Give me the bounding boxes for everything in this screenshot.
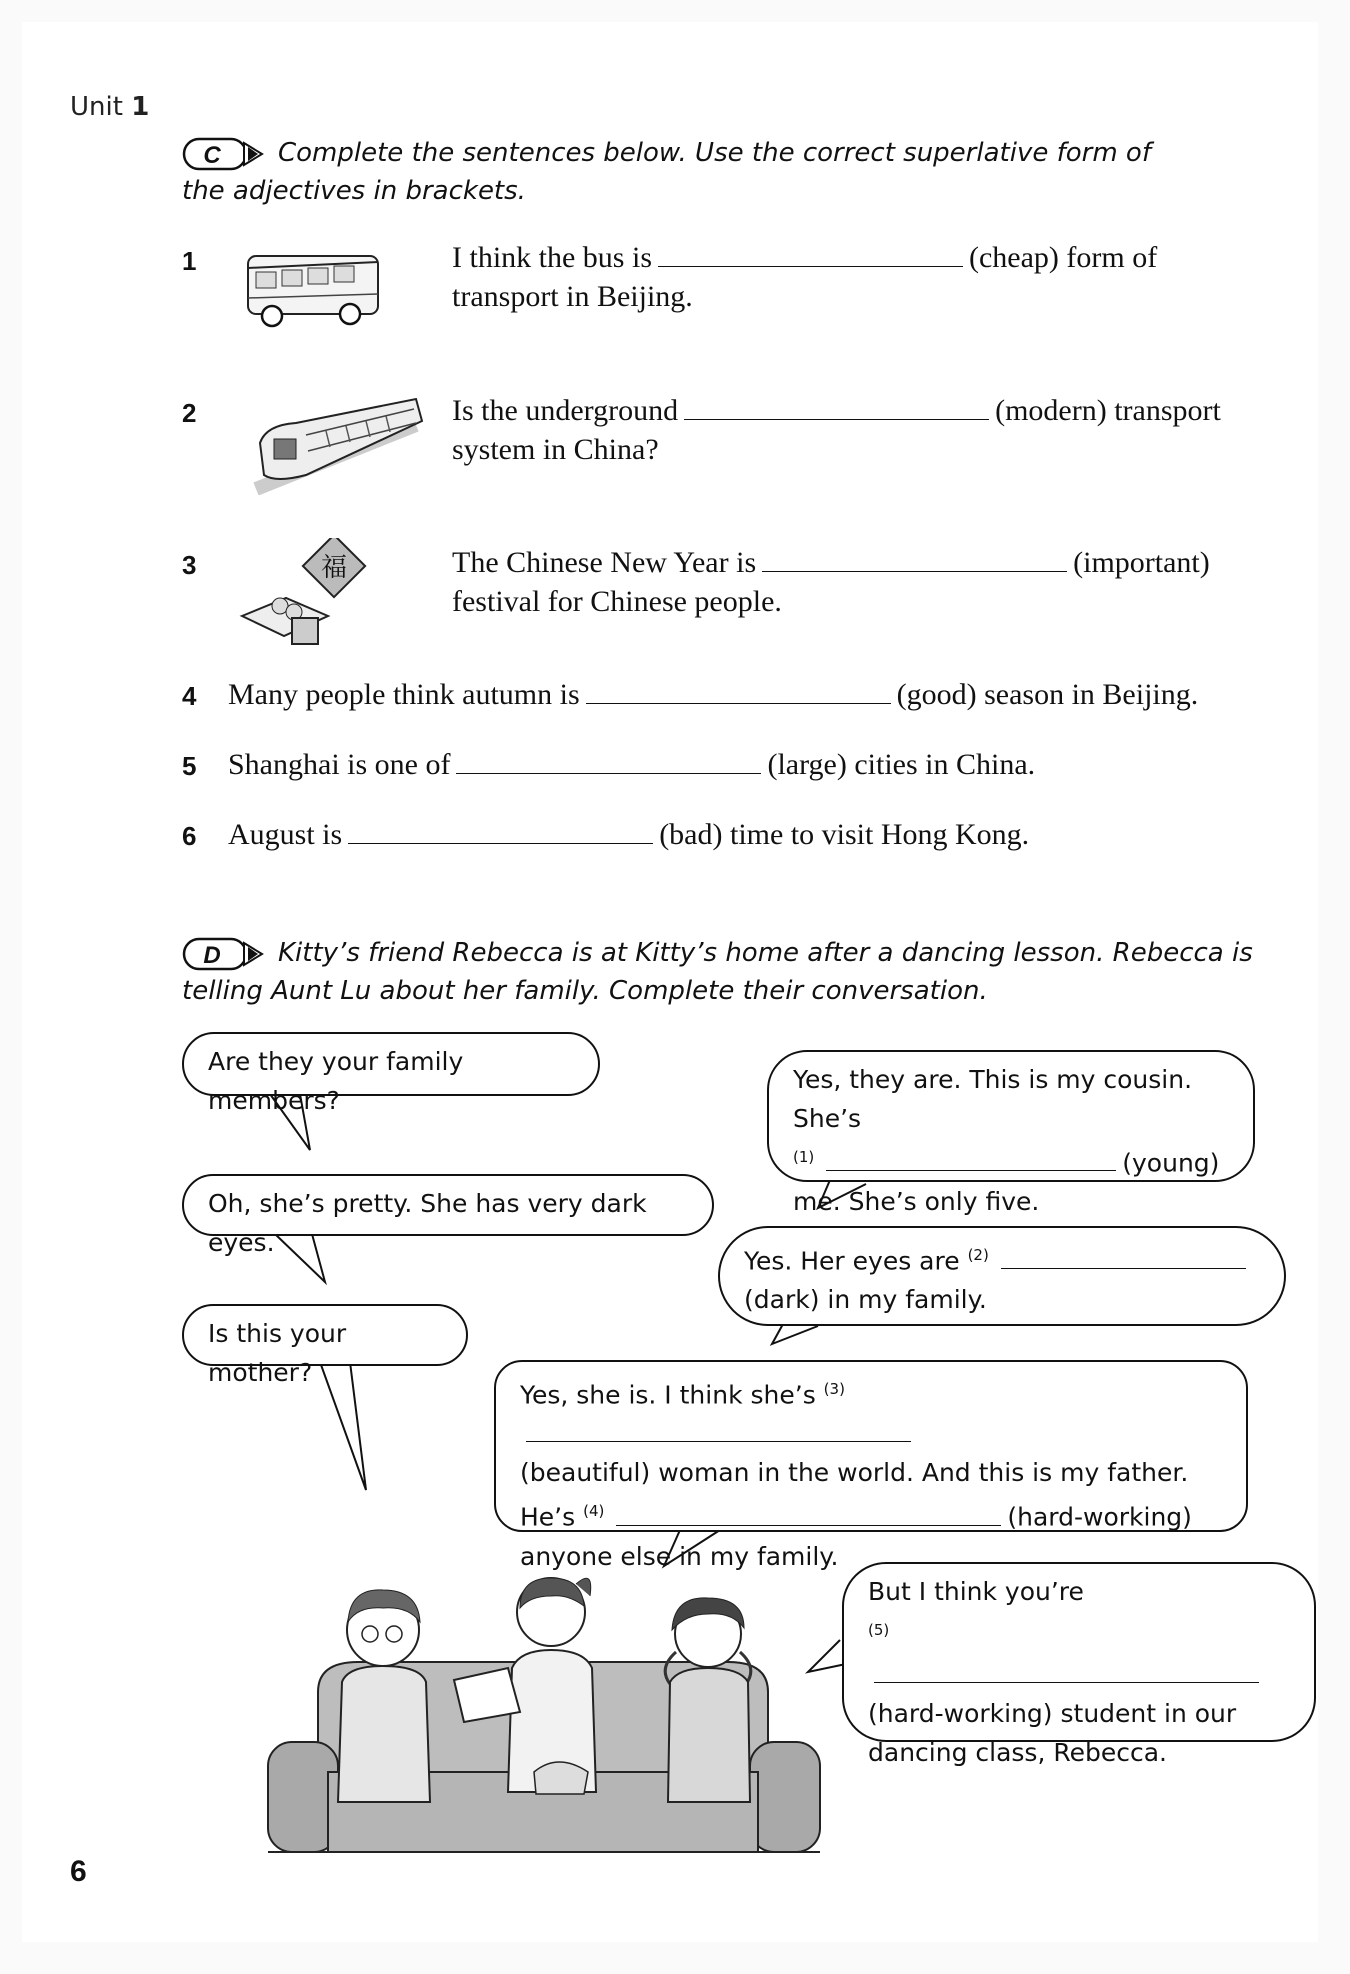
bubble-6-line3a: He’s (520, 1502, 576, 1532)
bubble-4-line2: (dark) in my family. (744, 1285, 987, 1315)
bubble-6-line3b: (hard-working) (1007, 1502, 1192, 1532)
item-2-after: (modern) transport (995, 394, 1221, 427)
bubble-6-line4: anyone else in my family. (520, 1541, 839, 1571)
answer-blank-d1[interactable] (826, 1148, 1116, 1171)
bubble-6-line2: (beautiful) woman in the world. And this is my father. (520, 1458, 1189, 1488)
item-2-line2: system in China? (452, 433, 659, 466)
item-6-before: August is (228, 818, 343, 851)
item-5-after: (large) cities in China. (767, 748, 1036, 781)
unit-number: 1 (131, 92, 150, 122)
item-1-before: I think the bus is (452, 241, 652, 274)
speech-bubble-aunt-4 (842, 1562, 1316, 1768)
speech-bubble-aunt-3 (182, 1304, 468, 1387)
speech-bubble-rebecca-2 (718, 1226, 1286, 1326)
answer-blank-d5[interactable] (874, 1660, 1259, 1683)
item-number: 4 (182, 681, 197, 711)
section-d-badge-letter: D (203, 941, 221, 969)
item-1-line2: transport in Beijing. (452, 280, 693, 313)
blank-ref-1: (1) (793, 1148, 815, 1166)
answer-blank-d4[interactable] (616, 1503, 1001, 1526)
item-number: 3 (182, 550, 197, 580)
blank-ref-5: (5) (868, 1621, 890, 1639)
speech-bubble-aunt-2 (182, 1174, 714, 1257)
bubble-2-after: (young) (1122, 1148, 1220, 1178)
answer-blank-d3[interactable] (526, 1419, 911, 1442)
bubble-7-line4: dancing class, Rebecca. (868, 1738, 1167, 1768)
unit-label: Unit (70, 92, 123, 122)
item-number: 1 (182, 246, 197, 276)
bubble-7-line3: (hard-working) student in our (868, 1699, 1237, 1729)
item-3-after: (important) (1073, 546, 1210, 579)
item-4-after: (good) season in Beijing. (896, 678, 1199, 711)
item-5-before: Shanghai is one of (228, 748, 451, 781)
section-c-instruction-text: Complete the sentences below. Use the correct superlative form of the adjectives in brackets. (182, 138, 1151, 206)
speech-bubble-aunt-1 (182, 1032, 600, 1115)
bubble-7-line1: But I think you’re (868, 1577, 1084, 1606)
bubble-4-line1: Yes. Her eyes are (744, 1246, 960, 1276)
speech-bubble-rebecca-1 (767, 1050, 1255, 1217)
item-3-before: The Chinese New Year is (452, 546, 757, 579)
bubble-5-text: Is this your mother? (208, 1319, 347, 1387)
item-2-before: Is the underground (452, 394, 679, 427)
answer-blank-d2[interactable] (1001, 1246, 1246, 1269)
item-4-before: Many people think autumn is (228, 678, 580, 711)
bubble-2-line1: Yes, they are. This is my cousin. She’s (793, 1065, 1193, 1133)
blank-ref-4: (4) (583, 1502, 605, 1521)
bubble-2-line3: me. She’s only five. (793, 1187, 1040, 1217)
blank-ref-3: (3) (823, 1380, 845, 1398)
bubble-6-line1: Yes, she is. I think she’s (520, 1380, 816, 1410)
sofa-illustration (258, 1572, 830, 1868)
section-d-instruction-line1: Kitty’s friend Rebecca is at Kitty’s home after a dancing lesson. Rebecca is (278, 938, 1253, 968)
item-3-line2: festival for Chinese people. (452, 585, 782, 618)
section-c-badge-letter: C (203, 141, 221, 169)
page-number: 6 (70, 1855, 87, 1888)
item-6-after: (bad) time to visit Hong Kong. (659, 818, 1030, 851)
item-number: 5 (182, 751, 197, 781)
speech-bubble-rebecca-3 (494, 1360, 1248, 1571)
item-number: 6 (182, 821, 197, 851)
blank-ref-2: (2) (967, 1246, 989, 1264)
item-number: 2 (182, 398, 197, 428)
section-d-instruction-line2: telling Aunt Lu about her family. Complete their conversation. (182, 976, 988, 1006)
bubble-3-text: Oh, she’s pretty. She has very dark eyes. (208, 1189, 647, 1257)
bubble-1-text: Are they your family members? (208, 1047, 464, 1115)
svg-text:福: 福 (320, 553, 348, 583)
item-1-after: (cheap) form of (969, 241, 1158, 274)
